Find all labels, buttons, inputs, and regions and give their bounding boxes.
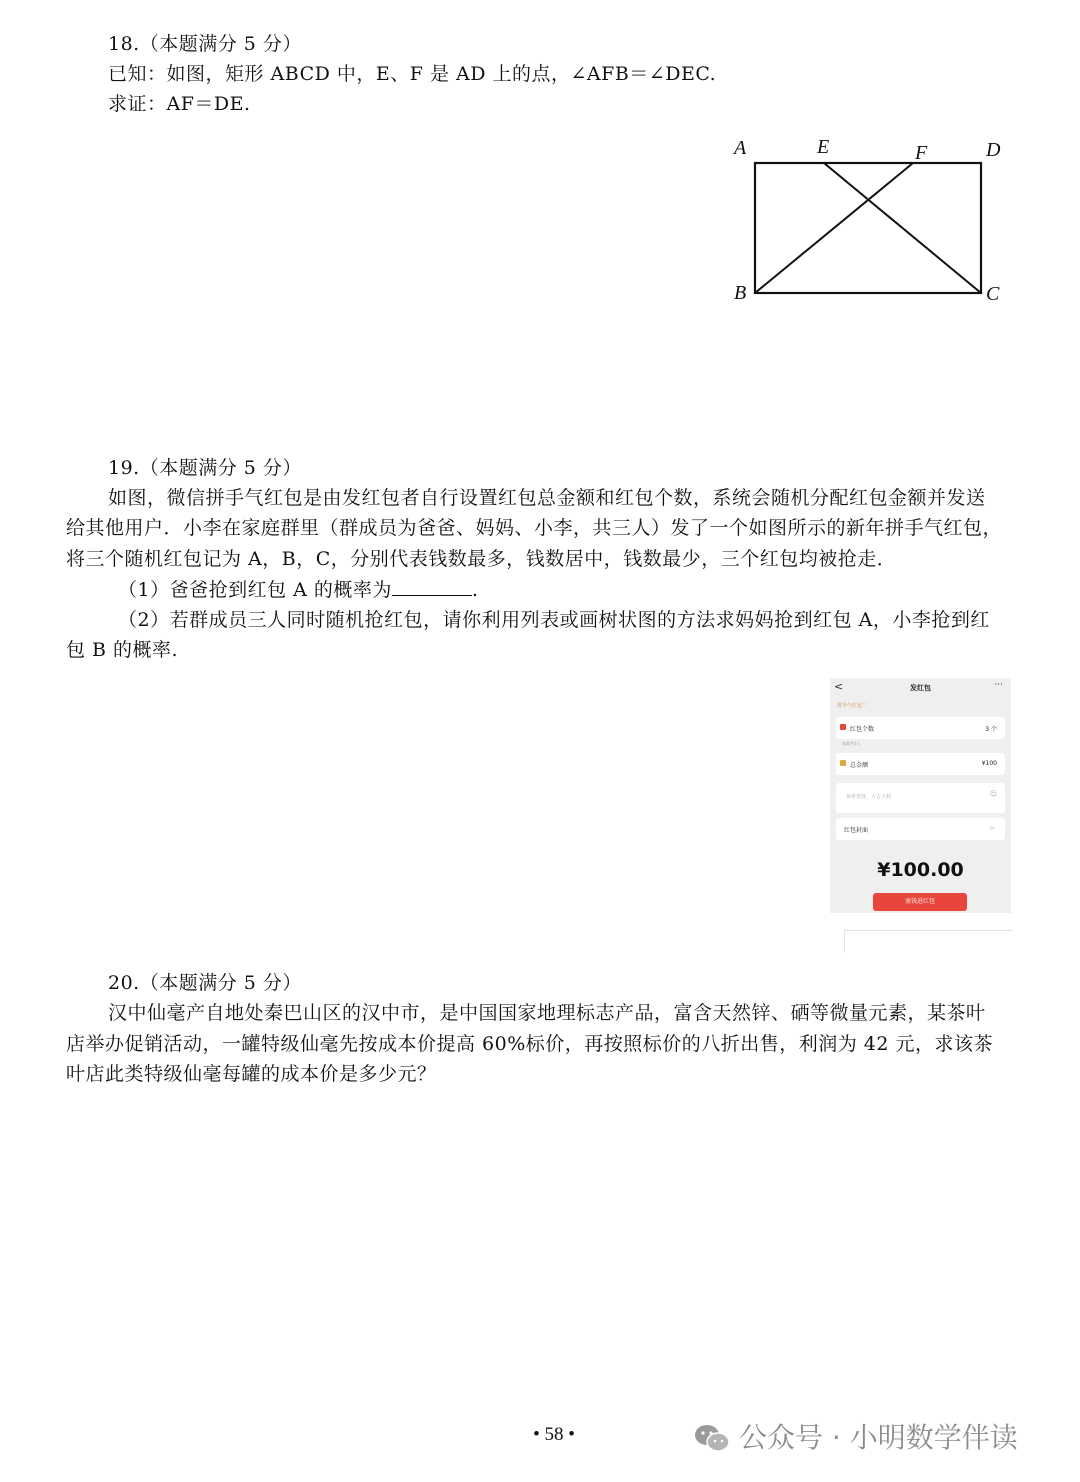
watermark-text: 公众号 · 小明数学伴读 xyxy=(739,1421,1018,1454)
total-amount-row[interactable] xyxy=(836,753,1005,775)
label-c: C xyxy=(986,283,1000,305)
q20-heading: 20.（本题满分 5 分） xyxy=(108,972,302,994)
total-amount-label: 总金额 xyxy=(850,762,869,769)
back-arrow-icon[interactable]: < xyxy=(834,680,844,693)
screenshot-border xyxy=(844,930,1013,953)
coin-icon xyxy=(840,760,846,766)
rectangle-figure-svg xyxy=(720,130,1020,310)
q19-heading: 19.（本题满分 5 分） xyxy=(108,457,302,479)
q19-subquestion-1 xyxy=(118,577,478,602)
answer-blank[interactable] xyxy=(392,577,472,596)
packet-count-value: 3 个 xyxy=(985,726,997,733)
packet-type-selector[interactable]: 拼手气红包﹀ xyxy=(837,703,868,709)
phone-title: 发红包 xyxy=(910,684,931,692)
page-number: • 58 • xyxy=(533,1424,575,1445)
q18-prove: 求证：AF＝DE. xyxy=(108,93,251,115)
q20-paragraph-line-3: 叶店此类特级仙毫每罐的成本价是多少元？ xyxy=(66,1063,437,1085)
amount-display: ¥100.00 xyxy=(877,859,964,881)
packet-count-row[interactable] xyxy=(836,717,1005,739)
q19-subquestion-1-text: （1）爸爸抢到红包 A 的概率为 xyxy=(118,579,392,601)
phone-top-bar xyxy=(830,678,1011,700)
q19-paragraph-line-3: 将三个随机红包记为 A，B，C，分别代表钱数最多，钱数居中，钱数最少，三个红包均被抢走． xyxy=(66,548,897,570)
segment-fb xyxy=(755,163,913,293)
emoji-icon[interactable]: ☺ xyxy=(989,790,997,798)
send-money-button[interactable]: 塞钱进红包 xyxy=(873,893,967,911)
greeting-placeholder: 恭喜发财，大吉大利 xyxy=(846,794,892,800)
q18-given: 已知：如图，矩形 ABCD 中，E、F 是 AD 上的点，∠AFB＝∠DEC. xyxy=(108,63,717,85)
q19-subquestion-2-line-1: （2）若群成员三人同时随机抢红包，请你利用列表或画树状图的方法求妈妈抢到红包 A，小李抢到红 xyxy=(118,609,990,631)
q20-paragraph-line-1: 汉中仙毫产自地处秦巴山区的汉中市，是中国国家地理标志产品，富含天然锌、硒等微量元素，某茶叶 xyxy=(108,1002,986,1024)
total-amount-value: ¥100 xyxy=(981,760,997,767)
rectangle-figure xyxy=(720,130,1020,310)
label-f: F xyxy=(915,142,928,164)
q19-paragraph-line-2: 给其他用户．小李在家庭群里（群成员为爸爸、妈妈、小李，共三人）发了一个如图所示的新年拼手气红包， xyxy=(66,517,1003,539)
label-a: A xyxy=(734,137,747,159)
greeting-input[interactable] xyxy=(836,783,1005,813)
q19-subquestion-2-line-2: 包 B 的概率. xyxy=(66,639,179,661)
packet-cover-row[interactable] xyxy=(836,818,1005,840)
q19-paragraph-line-1: 如图，微信拼手气红包是由发红包者自行设置红包总金额和红包个数，系统会随机分配红包金额并发送 xyxy=(108,487,986,509)
q19-subquestion-1-period: . xyxy=(471,579,479,601)
label-e: E xyxy=(817,136,830,158)
packet-cover-label: 红包封面 xyxy=(844,827,869,834)
label-d: D xyxy=(986,139,1001,161)
chevron-right-icon: > xyxy=(989,824,995,832)
q18-heading: 18.（本题满分 5 分） xyxy=(108,33,302,55)
segment-ec xyxy=(824,163,981,293)
group-size-note: 本群共3人 xyxy=(842,741,861,746)
packet-count-label: 红包个数 xyxy=(850,726,875,733)
red-packet-screenshot xyxy=(830,678,1011,913)
label-b: B xyxy=(734,282,747,304)
wechat-icon xyxy=(693,1422,731,1454)
q20-paragraph-line-2: 店举办促销活动，一罐特级仙毫先按成本价提高 60%标价，再按照标价的八折出售，利润为 42 元，求该茶 xyxy=(66,1033,994,1055)
red-packet-icon xyxy=(840,724,846,730)
rect-abcd xyxy=(755,163,981,293)
more-options-icon[interactable]: ··· xyxy=(994,680,1003,690)
